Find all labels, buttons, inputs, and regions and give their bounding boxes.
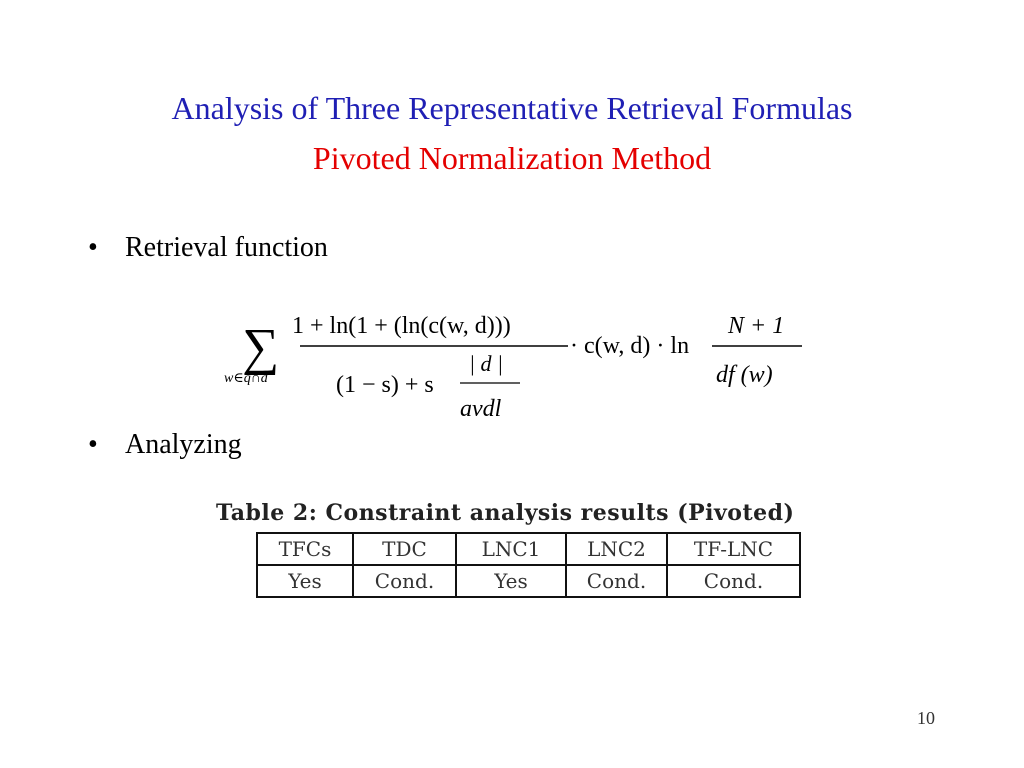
formula-inner-numerator: | d |	[469, 351, 504, 376]
table-header-cell: LNC1	[456, 533, 566, 565]
table-cell: Yes	[456, 565, 566, 597]
page-number: 10	[917, 708, 935, 728]
table-cell: Cond.	[667, 565, 800, 597]
sum-symbol: ∑	[242, 319, 280, 376]
bullet-dot-icon: •	[88, 429, 98, 460]
formula-numerator: 1 + ln(1 + (ln(c(w, d)))	[292, 313, 511, 339]
idf-numerator: N + 1	[728, 313, 785, 339]
formula-middle-term: · c(w, d) · ln	[570, 333, 690, 359]
table-header-cell: TF-LNC	[667, 533, 800, 565]
idf-denominator: df (w)	[716, 362, 773, 388]
table-cell: Cond.	[566, 565, 667, 597]
constraint-table-figure	[216, 500, 801, 598]
retrieval-formula	[220, 300, 820, 430]
bullet-retrieval-function	[88, 231, 328, 265]
table-header-cell: LNC2	[566, 533, 667, 565]
slide-subtitle: Pivoted Normalization Method	[312, 140, 712, 176]
table-caption: Table 2: Constraint analysis results (Pivoted)	[216, 500, 795, 526]
table-cell: Yes	[257, 565, 353, 597]
constraint-results-table	[256, 532, 801, 598]
table-header-cell: TFCs	[257, 533, 353, 565]
table-header-cell: TDC	[353, 533, 456, 565]
formula-denominator-left: (1 − s) + s	[336, 372, 434, 398]
table-cell: Cond.	[353, 565, 456, 597]
table-row	[257, 565, 800, 597]
formula-inner-denominator: avdl	[460, 396, 502, 422]
bullet-text: Analyzing	[125, 429, 242, 460]
slide-title: Analysis of Three Representative Retrieval Formulas	[171, 90, 853, 126]
table-header-row	[257, 533, 800, 565]
bullet-analyzing	[88, 428, 242, 462]
sum-subscript: w∈q∩d	[224, 371, 268, 386]
bullet-dot-icon: •	[88, 232, 98, 263]
bullet-text: Retrieval function	[125, 232, 328, 263]
formula-svg	[220, 300, 820, 430]
